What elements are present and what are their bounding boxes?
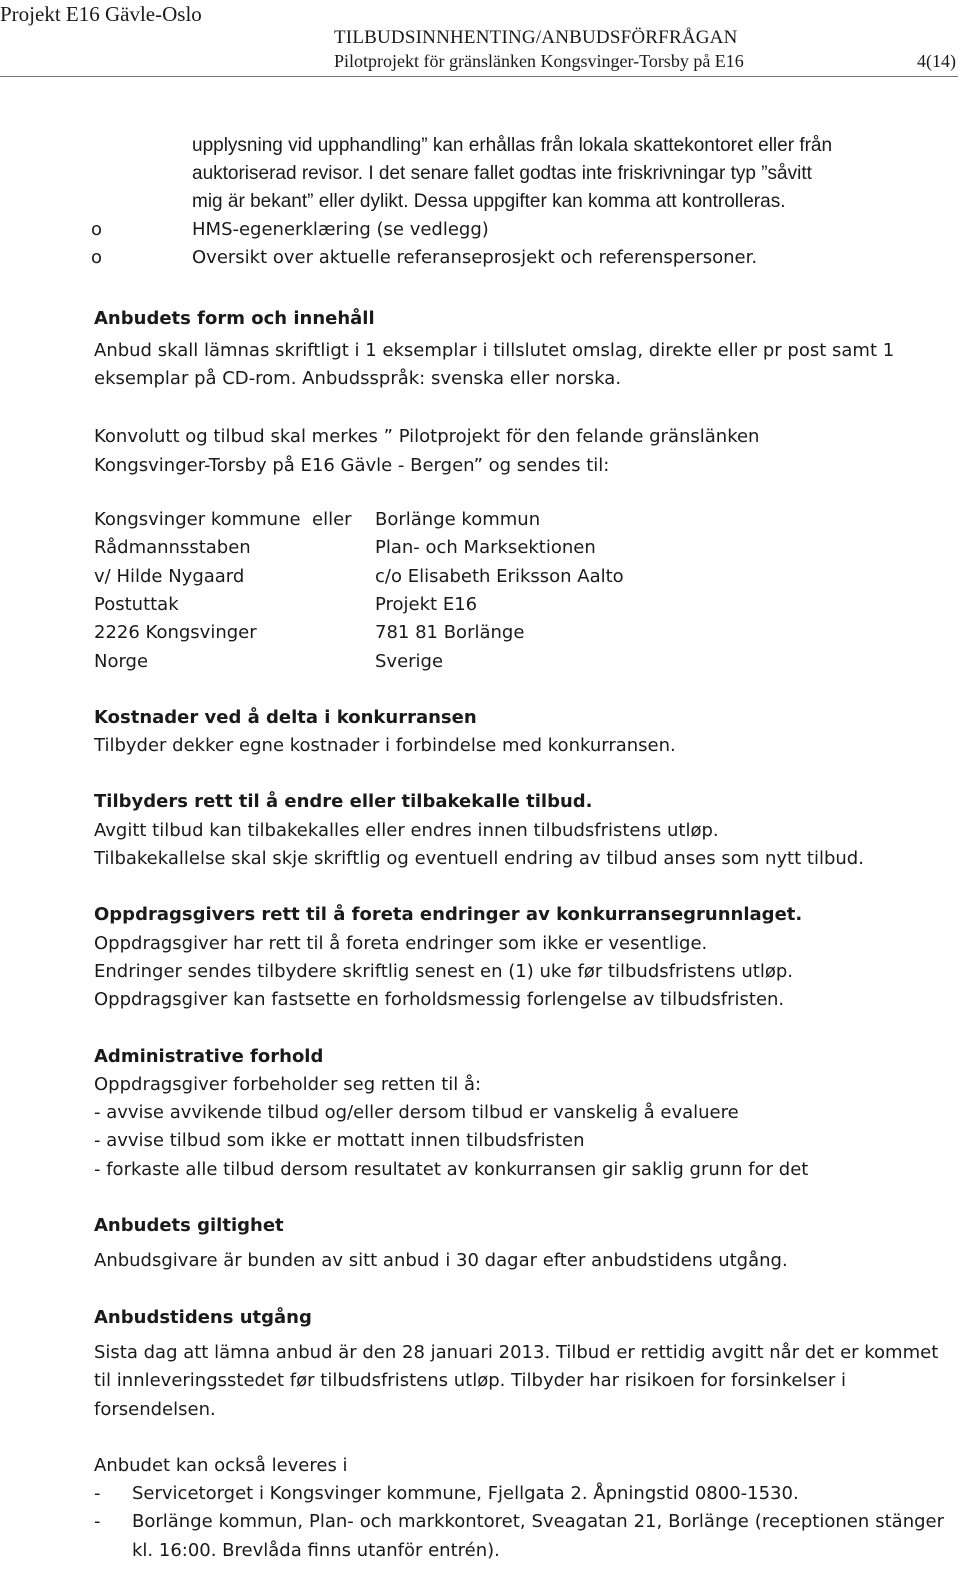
bullet-marker: o — [91, 247, 103, 269]
form-text: Anbud skall lämnas skriftligt i 1 eksemplar i tillslutet omslag, direkte eller pr post samt 1 eksemplar på CD-rom. Anbudsspråk: svenska eller norska. — [94, 339, 895, 390]
section-heading-deadline: Anbudstidens utgång — [94, 1306, 312, 1328]
intro-line: auktoriserad revisor. I det senare fallet godtas inte friskrivningar typ ”såvitt — [192, 163, 812, 184]
section-heading-form: Anbudets form och innehåll — [94, 307, 375, 329]
requirement-bullets — [91, 216, 944, 273]
admin-line: - forkaste alle tilbud dersom resultatet av konkurransen gir saklig grunn for det — [94, 1158, 809, 1180]
bullet-text: Oversikt over aktuelle referanseprosjekt och referenspersoner. — [192, 247, 758, 269]
address-left: Kongsvinger kommune eller — [94, 509, 352, 531]
address-left: 2226 Kongsvinger — [94, 622, 257, 644]
admin-line: - avvise avvikende tilbud og/eller dersom tilbud er vanskelig å evaluere — [94, 1102, 739, 1124]
document-subtitle: Pilotprojekt för gränslänken Kongsvinger-Torsby på E16 — [334, 51, 744, 71]
document-title: TILBUDSINNHENTING/ANBUDSFÖRFRÅGAN — [334, 27, 738, 48]
delivery-intro: Anbudet kan också leveres i — [94, 1454, 348, 1476]
section-heading-withdraw: Tilbyders rett til å endre eller tilbakekalle tilbud. — [94, 791, 593, 813]
list-item — [94, 1508, 944, 1565]
changes-line: Oppdragsgiver kan fastsette en forholdsmessig forlengelse av tilbudsfristen. — [94, 989, 785, 1011]
costs-line: Tilbyder dekker egne kostnader i forbindelse med konkurransen. — [94, 735, 676, 757]
admin-line: - avvise tilbud som ikke er mottatt innen tilbudsfristen — [94, 1130, 585, 1152]
withdraw-line: Tilbakekallelse skal skje skriftlig og eventuell endring av tilbud anses som nytt tilbud. — [94, 848, 864, 870]
address-right: c/o Elisabeth Eriksson Aalto — [375, 565, 624, 587]
changes-line: Endringer sendes tilbydere skriftlig senest en (1) uke før tilbudsfristens utløp. — [94, 960, 794, 982]
delivery-item-text: Servicetorget i Kongsvinger kommune, Fjellgata 2. Åpningstid 0800-1530. — [132, 1483, 799, 1505]
withdraw-line: Avgitt tilbud kan tilbakekalles eller endres innen tilbudsfristens utløp. — [94, 819, 719, 841]
bullet-text: HMS-egenerklæring (se vedlegg) — [192, 219, 489, 240]
section-heading-admin: Administrative forhold — [94, 1045, 324, 1067]
section-heading-costs: Kostnader ved å delta i konkurransen — [94, 706, 477, 728]
marking-line: Kongsvinger-Torsby på E16 Gävle - Bergen” og sendes til: — [94, 454, 610, 476]
section-heading-validity: Anbudets giltighet — [94, 1215, 284, 1237]
intro-line: upplysning vid upphandling” kan erhållas från lokala skattekontoret eller från — [192, 135, 833, 156]
address-left: Postuttak — [94, 593, 179, 615]
marking-line: Konvolutt og tilbud skal merkes ” Pilotprojekt för den felande gränslänken — [94, 426, 760, 448]
dash-marker: - — [94, 1511, 101, 1533]
address-right: Plan- och Marksektionen — [375, 537, 596, 559]
intro-paragraph — [94, 132, 944, 216]
dash-marker: - — [94, 1483, 101, 1505]
list-item — [91, 244, 944, 272]
bullet-marker: o — [91, 219, 103, 240]
address-right: Borlänge kommun — [375, 509, 541, 531]
list-item — [91, 216, 944, 244]
intro-line: mig är bekant” eller dylikt. Dessa uppgifter kan komma att kontrolleras. — [192, 191, 786, 212]
address-right: 781 81 Borlänge — [375, 622, 525, 644]
delivery-item-text: Borlänge kommun, Plan- och markkontoret, Sveagatan 21, Borlänge (receptionen stänger kl. 16:00. Brevlåda finns utanför entrén). — [132, 1511, 944, 1561]
changes-line: Oppdragsgiver har rett til å foreta endringer som ikke er vesentlige. — [94, 932, 708, 954]
header-divider — [0, 76, 958, 77]
admin-line: Oppdragsgiver forbeholder seg retten til å: — [94, 1073, 482, 1095]
address-right: Projekt E16 — [375, 593, 478, 615]
section-heading-changes: Oppdragsgivers rett til å foreta endringer av konkurransegrunnlaget. — [94, 904, 803, 926]
project-name: Projekt E16 Gävle-Oslo — [0, 2, 202, 26]
address-left: v/ Hilde Nygaard — [94, 565, 245, 587]
address-left: Norge — [94, 650, 149, 672]
address-left: Rådmannsstaben — [94, 537, 251, 559]
validity-text: Anbudsgivare är bunden av sitt anbud i 30 dagar efter anbudstidens utgång. — [94, 1250, 788, 1272]
page-body — [91, 132, 944, 1565]
deadline-text: Sista dag att lämna anbud är den 28 januari 2013. Tilbud er rettidig avgitt når det er kommet til innleveringsstedet før tilbudsfristens utløp. Tilbyder har risikoen for forsinkelser i forsendelsen. — [94, 1341, 939, 1420]
address-right: Sverige — [375, 650, 444, 672]
list-item — [94, 1480, 944, 1508]
page-number: 4(14) — [917, 51, 956, 71]
page-header — [0, 0, 960, 78]
address-table — [94, 506, 944, 676]
